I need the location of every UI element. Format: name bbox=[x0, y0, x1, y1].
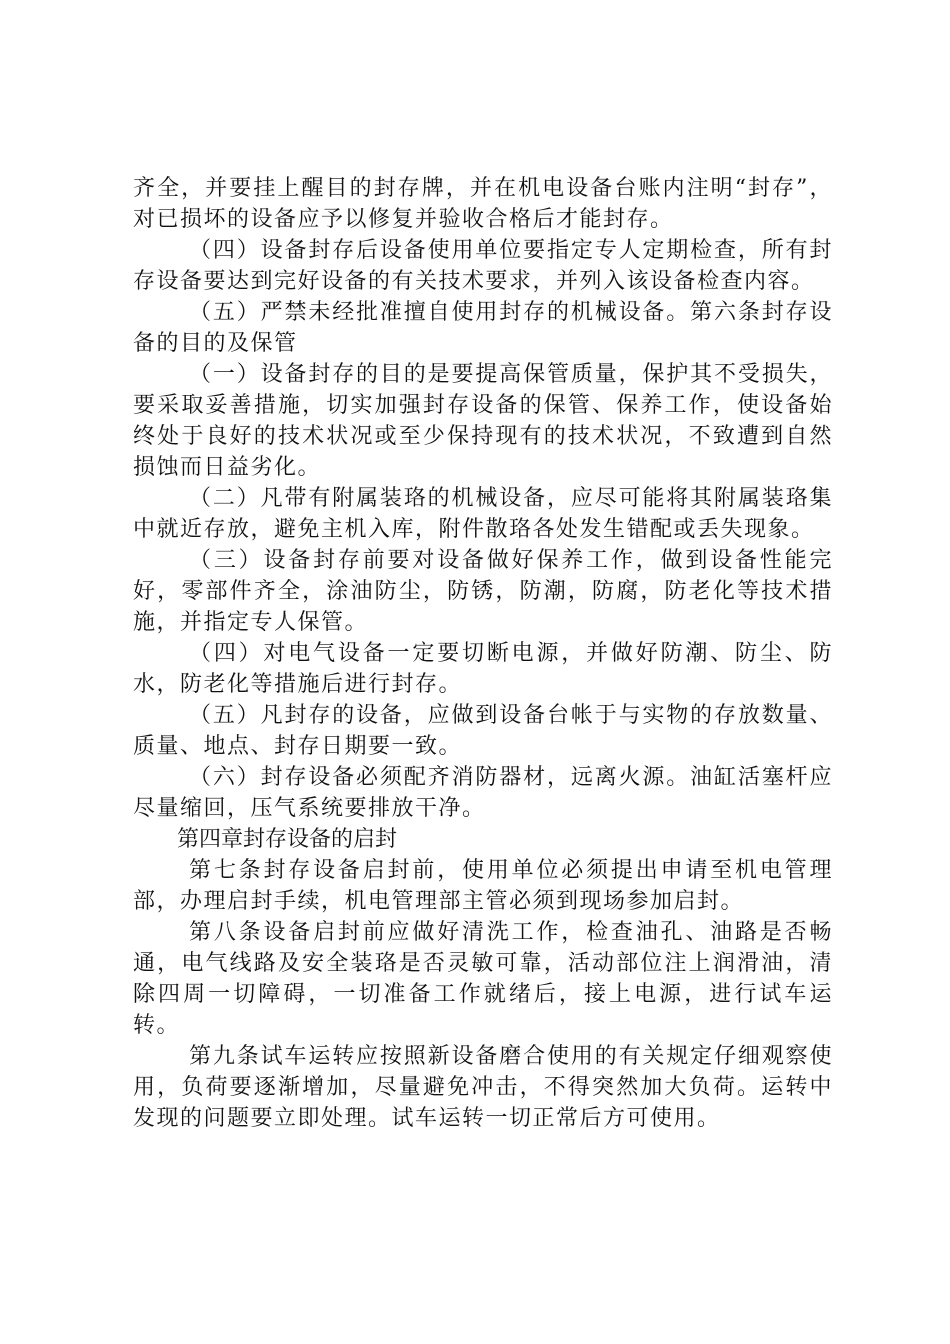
paragraph-item-6-fire-safety: （六）封存设备必须配齐消防器材，远离火源。油缸活塞杆应尽量缩回，压气系统要排放干净。 bbox=[133, 765, 833, 821]
paragraph-item-5-prohibition: （五）严禁未经批准擅自使用封存的机械设备。第六条封存设备的目的及保管 bbox=[133, 300, 833, 356]
paragraph-item-4-electrical: （四）对电气设备一定要切断电源，并做好防潮、防尘、防水，防老化等措施后进行封存。 bbox=[133, 641, 833, 697]
paragraph-item-1-purpose: （一）设备封存的目的是要提高保管质量，保护其不受损失，要采取妥善措施，切实加强封存设备的保管、保养工作，使设备始终处于良好的技术状况或至少保持现有的技术状况，不致遭到自然损蚀而日益劣化。 bbox=[133, 362, 833, 480]
paragraph-item-4-inspection: （四）设备封存后设备使用单位要指定专人定期检查，所有封存设备要达到完好设备的有关技术要求，并列入该设备检查内容。 bbox=[133, 238, 833, 294]
document-body bbox=[133, 173, 833, 1134]
paragraph-item-3-maintenance: （三）设备封存前要对设备做好保养工作，做到设备性能完好，零部件齐全，涂油防尘，防锈，防潮，防腐，防老化等技术措施，并指定专人保管。 bbox=[133, 548, 833, 635]
paragraph-item-2-accessories: （二）凡带有附属装珞的机械设备，应尽可能将其附属装珞集中就近存放，避免主机入库，附件散珞各处发生错配或丢失现象。 bbox=[133, 486, 833, 542]
paragraph-article-9: 第九条试车运转应按照新设备磨合使用的有关规定仔细观察使用，负荷要逐渐增加，尽量避免冲击，不得突然加大负荷。运转中发现的问题要立即处理。试车运转一切正常后方可使用。 bbox=[133, 1044, 833, 1131]
chapter-heading: 第四章封存设备的启封 bbox=[177, 827, 398, 852]
paragraph-article-8: 第八条设备启封前应做好清洗工作，检查油孔、油路是否畅通，电气线路及安全装珞是否灵敏可靠，活动部位注上润滑油，清除四周一切障碍，一切准备工作就绪后，接上电源，进行试车运转。 bbox=[133, 920, 833, 1038]
paragraph-article-7: 第七条封存设备启封前，使用单位必须提出申请至机电管理部，办理启封手续，机电管理部主管必须到现场参加启封。 bbox=[133, 858, 833, 914]
paragraph-item-5-ledger: （五）凡封存的设备，应做到设备台帐于与实物的存放数量、质量、地点、封存日期要一致。 bbox=[133, 703, 833, 759]
paragraph-continuation: 齐全，并要挂上醒目的封存牌，并在机电设备台账内注明“封存”，对已损坏的设备应予以修复并验收合格后才能封存。 bbox=[133, 176, 833, 232]
